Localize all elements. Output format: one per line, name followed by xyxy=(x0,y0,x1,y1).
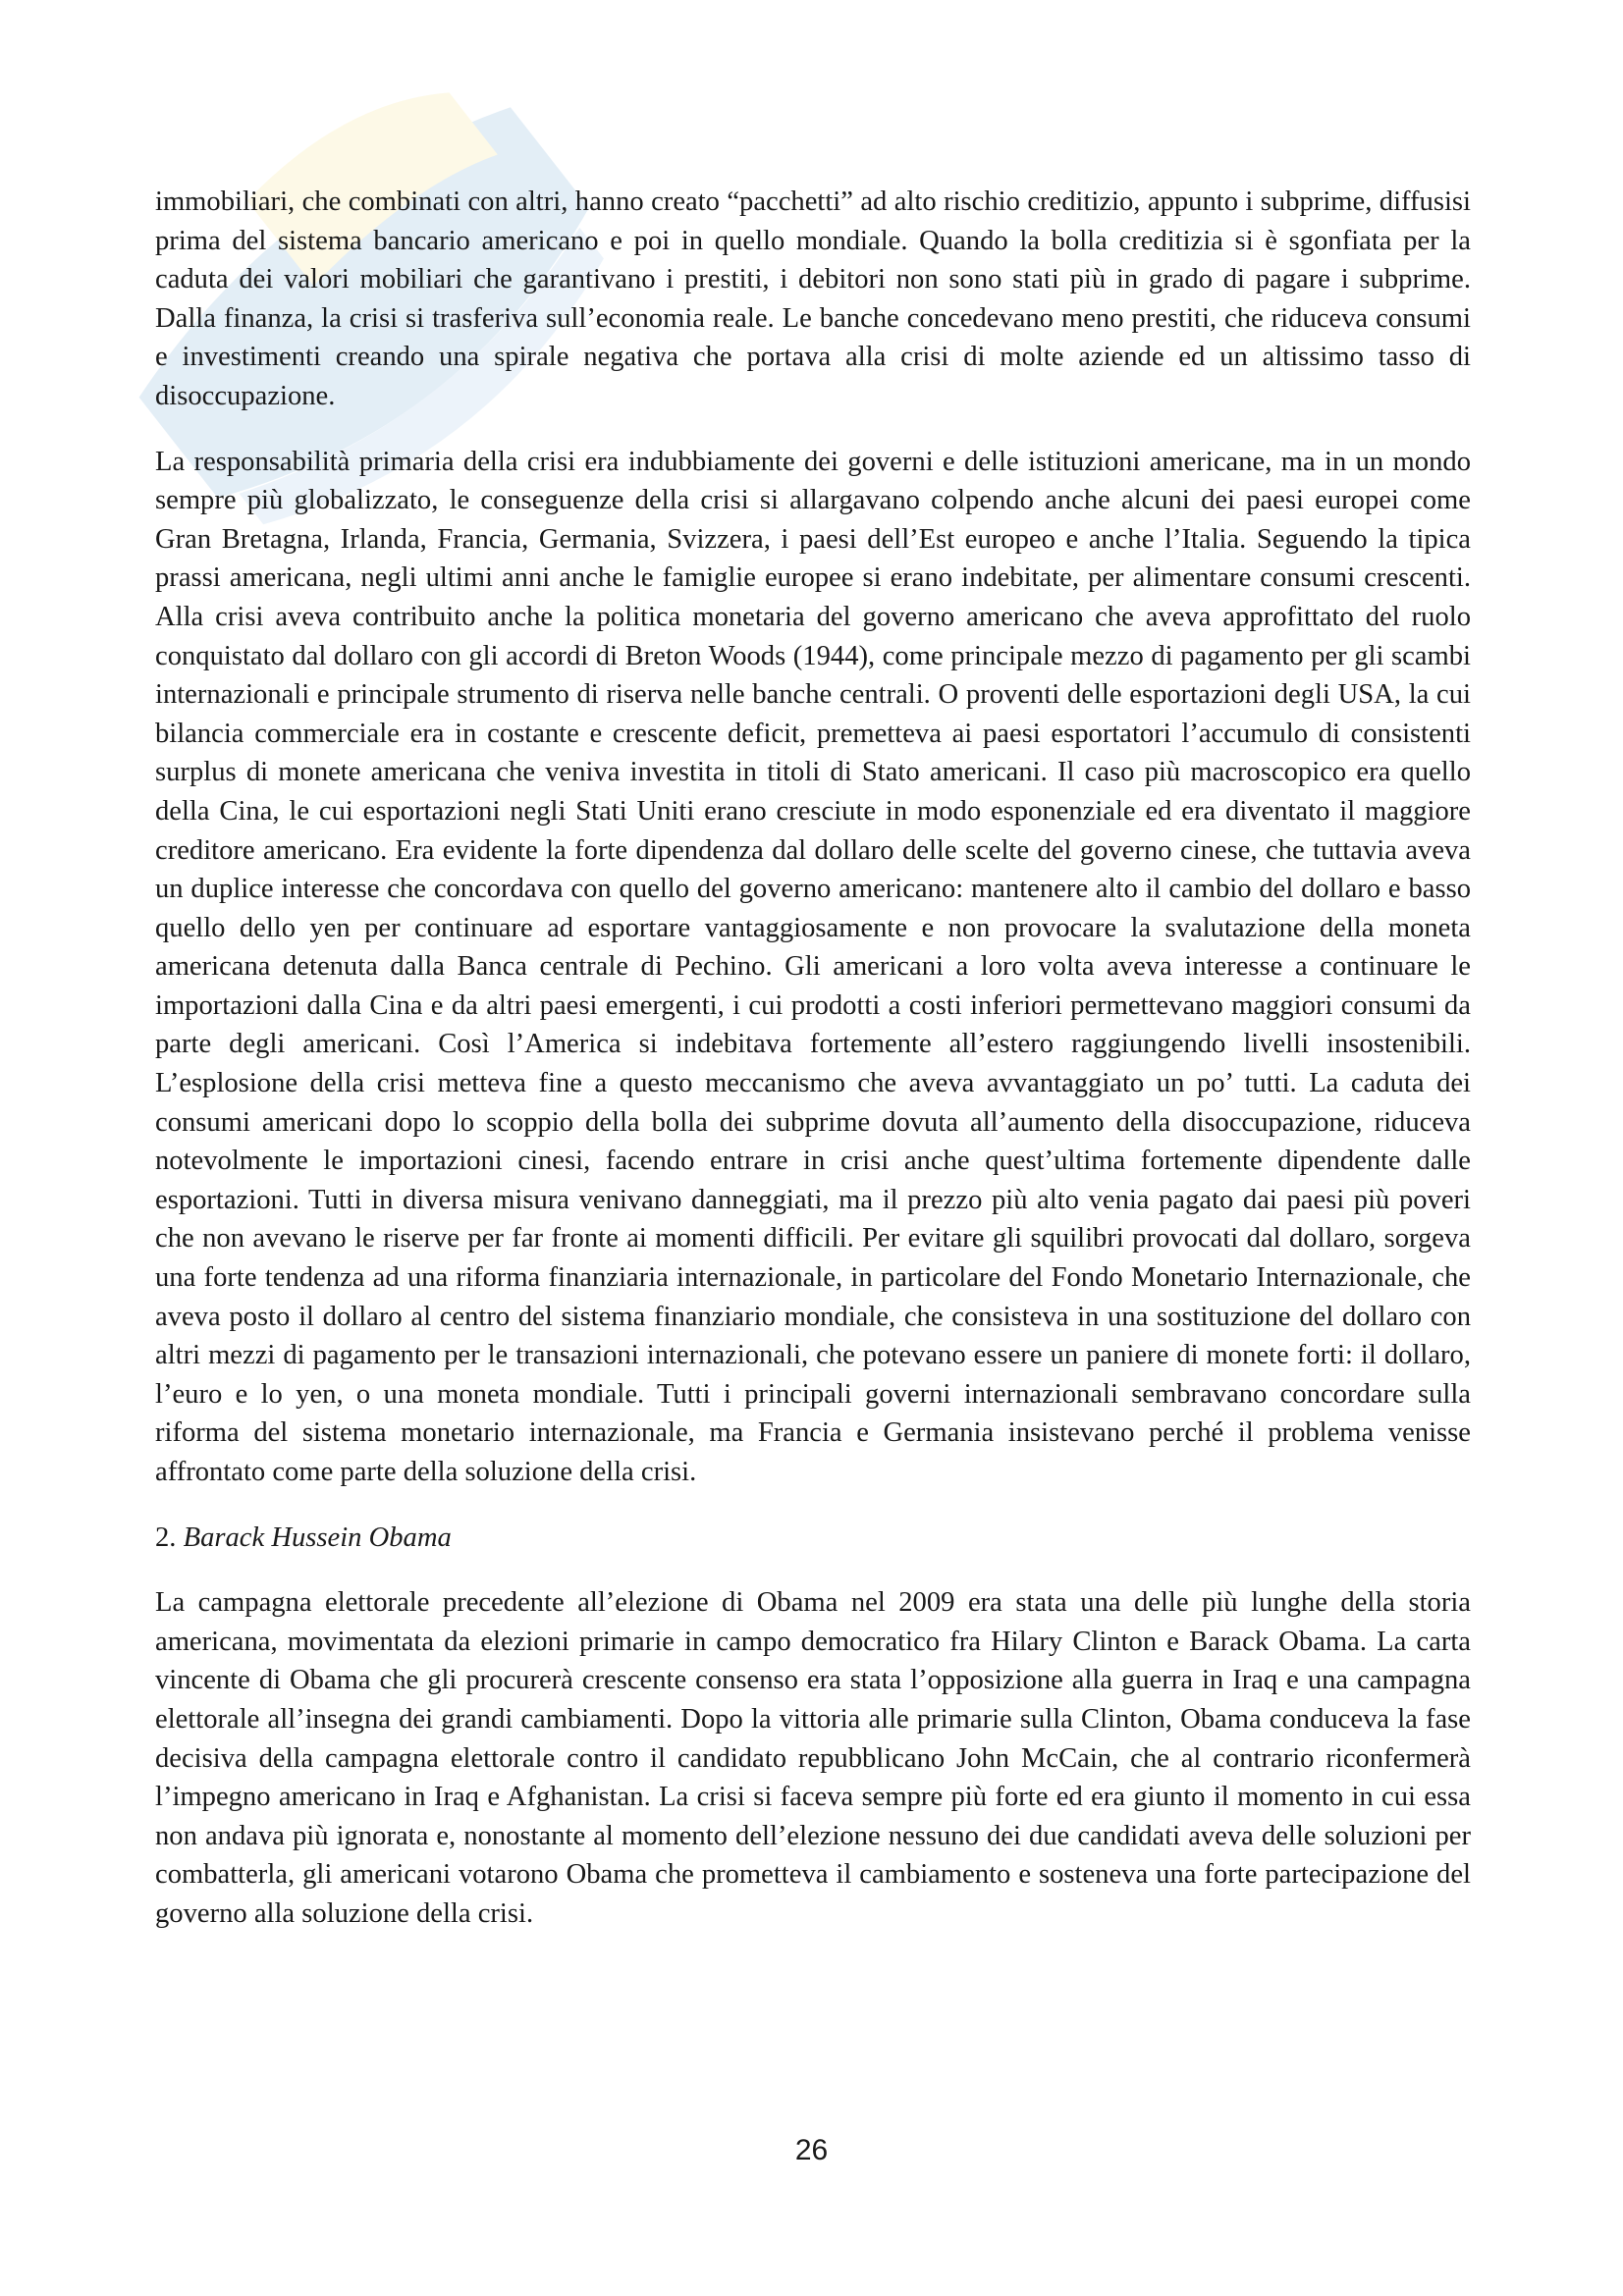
section-title: Barack Hussein Obama xyxy=(183,1522,452,1553)
section-paragraph: La campagna elettorale precedente all’elezione di Obama nel 2009 era stata una delle più lunghe della storia americana, movimentata da elezioni primarie in campo democratico fra Hilary Clinton e Barack Obama. La carta vincente di Obama che gli procurerà crescente consenso era stata l’opposizione alla guerra in Iraq e una campagna elettorale all’insegna dei grandi cambiamenti. Dopo la vittoria alle primarie sulla Clinton, Obama conduceva la fase decisiva della campagna elettorale contro il candidato repubblicano John McCain, che al contrario riconfermerà l’impegno americano in Iraq e Afghanistan. La crisi si faceva sempre più forte ed era giunto il momento in cui essa non andava più ignorata e, nonostante al momento dell’elezione nessuno dei due candidati aveva delle soluzioni per combatterla, gli americani votarono Obama che prometteva il cambiamento e sosteneva una forte partecipazione del governo alla soluzione della crisi. xyxy=(155,1587,1471,1929)
section-number: 2. xyxy=(155,1522,177,1553)
body-paragraph-2: La responsabilità primaria della crisi era indubbiamente dei governi e delle istituzioni americane, ma in un mondo sempre più globalizzato, le conseguenze della crisi si allargavano colpendo anche alcuni dei paesi europei come Gran Bretagna, Irlanda, Francia, Germania, Svizzera, i paesi dell’Est europeo e anche l’Italia. Seguendo la tipica prassi americana, negli ultimi anni anche le famiglie europee si erano indebitate, per alimentare consumi crescenti. Alla crisi aveva contribuito anche la politica monetaria del governo americano che aveva approfittato del ruolo conquistato dal dollaro con gli accordi di Breton Woods (1944), come principale mezzo di pagamento per gli scambi internazionali e principale strumento di riserva nelle banche centrali. O proventi delle esportazioni degli USA, la cui bilancia commerciale era in costante e crescente deficit, premetteva ai paesi esportatori l’accumulo di consistenti surplus di monete americana che veniva investita in titoli di Stato americani. Il caso più macroscopico era quello della Cina, le cui esportazioni negli Stati Uniti erano cresciute in modo esponenziale ed era diventato il maggiore creditore americano. Era evidente la forte dipendenza dal dollaro delle scelte del governo cinese, che tuttavia aveva un duplice interesse che concordava con quello del governo americano: mantenere alto il cambio del dollaro e basso quello dello yen per continuare ad esportare vantaggiosamente e non provocare la svalutazione della moneta americana detenuta dalla Banca centrale di Pechino. Gli americani a loro volta aveva interesse a continuare le importazioni dalla Cina e da altri paesi emergenti, i cui prodotti a costi inferiori permettevano maggiori consumi da parte degli americani. Così l’America si indebitava fortemente all’estero raggiungendo livelli insostenibili. L’esplosione della crisi metteva fine a questo meccanismo che aveva avvantaggiato un po’ tutti. La caduta dei consumi americani dopo lo scoppio della bolla dei subprime dovuta all’aumento della disoccupazione, riduceva notevolmente le importazioni cinesi, facendo entrare in crisi anche quest’ultima fortemente dipendente dalle esportazioni. Tutti in diversa misura venivano danneggiati, ma il prezzo più alto venia pagato dai paesi più poveri che non avevano le riserve per far fronte ai momenti difficili. Per evitare gli squilibri provocati dal dollaro, sorgeva una forte tendenza ad una riforma finanziaria internazionale, in particolare del Fondo Monetario Internazionale, che aveva posto il dollaro al centro del sistema finanziario mondiale, che consisteva in una sostituzione del dollaro con altri mezzi di pagamento per le transazioni internazionali, che potevano essere un paniere di monete forti: il dollaro, l’euro e lo yen, o una moneta mondiale. Tutti i principali governi internazionali sembravano concordare sulla riforma del sistema monetario internazionale, ma Francia e Germania insistevano perché il problema venisse affrontato come parte della soluzione della crisi. xyxy=(155,446,1471,1487)
section-heading xyxy=(155,1519,1471,1558)
page-number: 26 xyxy=(794,2134,829,2166)
document-body xyxy=(155,183,1471,1934)
body-paragraph-1: immobiliari, che combinati con altri, hanno creato “pacchetti” ad alto rischio creditizio, appunto i subprime, diffusisi prima del sistema bancario americano e poi in quello mondiale. Quando la bolla creditizia si è sgonfiata per la caduta dei valori mobiliari che garantivano i prestiti, i debitori non sono stati più in grado di pagare i subprime. Dalla finanza, la crisi si trasferiva sull’economia reale. Le banche concedevano meno prestiti, che riduceva consumi e investimenti creando una spirale negativa che portava alla crisi di molte aziende ed un altissimo tasso di disoccupazione. xyxy=(155,187,1471,411)
